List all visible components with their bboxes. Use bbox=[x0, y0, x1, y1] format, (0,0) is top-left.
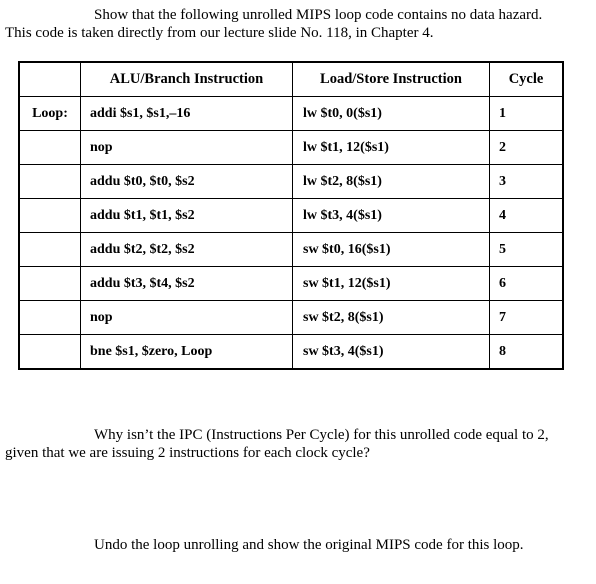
alu-instruction: bne $s1, $zero, Loop bbox=[81, 335, 293, 370]
load-store-instruction: lw $t0, 0($s1) bbox=[293, 97, 490, 131]
row-label bbox=[19, 233, 81, 267]
cycle-number: 6 bbox=[490, 267, 564, 301]
table-row bbox=[19, 335, 563, 370]
header-alu: ALU/Branch Instruction bbox=[81, 62, 293, 97]
table-row bbox=[19, 301, 563, 335]
row-label bbox=[19, 335, 81, 370]
ipc-question-line-2: given that we are issuing 2 instructions for each clock cycle? bbox=[5, 445, 370, 461]
table-row bbox=[19, 97, 563, 131]
cycle-number: 8 bbox=[490, 335, 564, 370]
table-row bbox=[19, 267, 563, 301]
load-store-instruction: sw $t1, 12($s1) bbox=[293, 267, 490, 301]
cycle-number: 3 bbox=[490, 165, 564, 199]
alu-instruction: addu $t2, $t2, $s2 bbox=[81, 233, 293, 267]
intro-line-2: This code is taken directly from our lecture slide No. 118, in Chapter 4. bbox=[5, 25, 434, 41]
row-label bbox=[19, 165, 81, 199]
load-store-instruction: lw $t2, 8($s1) bbox=[293, 165, 490, 199]
table-row bbox=[19, 131, 563, 165]
load-store-instruction: lw $t3, 4($s1) bbox=[293, 199, 490, 233]
instruction-schedule-table bbox=[18, 61, 564, 370]
cycle-number: 1 bbox=[490, 97, 564, 131]
table-header-row bbox=[19, 62, 563, 97]
alu-instruction: nop bbox=[81, 301, 293, 335]
undo-question: Undo the loop unrolling and show the original MIPS code for this loop. bbox=[94, 537, 524, 553]
table-row bbox=[19, 233, 563, 267]
load-store-instruction: sw $t3, 4($s1) bbox=[293, 335, 490, 370]
load-store-instruction: sw $t0, 16($s1) bbox=[293, 233, 490, 267]
alu-instruction: addu $t1, $t1, $s2 bbox=[81, 199, 293, 233]
alu-instruction: addu $t0, $t0, $s2 bbox=[81, 165, 293, 199]
load-store-instruction: lw $t1, 12($s1) bbox=[293, 131, 490, 165]
alu-instruction: addu $t3, $t4, $s2 bbox=[81, 267, 293, 301]
cycle-number: 7 bbox=[490, 301, 564, 335]
alu-instruction: addi $s1, $s1,–16 bbox=[81, 97, 293, 131]
header-cycle: Cycle bbox=[490, 62, 564, 97]
row-label bbox=[19, 267, 81, 301]
header-load-store: Load/Store Instruction bbox=[293, 62, 490, 97]
row-label bbox=[19, 199, 81, 233]
table-row bbox=[19, 199, 563, 233]
table-row bbox=[19, 165, 563, 199]
cycle-number: 4 bbox=[490, 199, 564, 233]
alu-instruction: nop bbox=[81, 131, 293, 165]
row-label: Loop: bbox=[19, 97, 81, 131]
load-store-instruction: sw $t2, 8($s1) bbox=[293, 301, 490, 335]
intro-line-1: Show that the following unrolled MIPS loop code contains no data hazard. bbox=[94, 7, 543, 23]
ipc-question-line-1: Why isn’t the IPC (Instructions Per Cycle) for this unrolled code equal to 2, bbox=[94, 427, 549, 443]
row-label bbox=[19, 301, 81, 335]
row-label bbox=[19, 131, 81, 165]
header-label bbox=[19, 62, 81, 97]
cycle-number: 2 bbox=[490, 131, 564, 165]
cycle-number: 5 bbox=[490, 233, 564, 267]
